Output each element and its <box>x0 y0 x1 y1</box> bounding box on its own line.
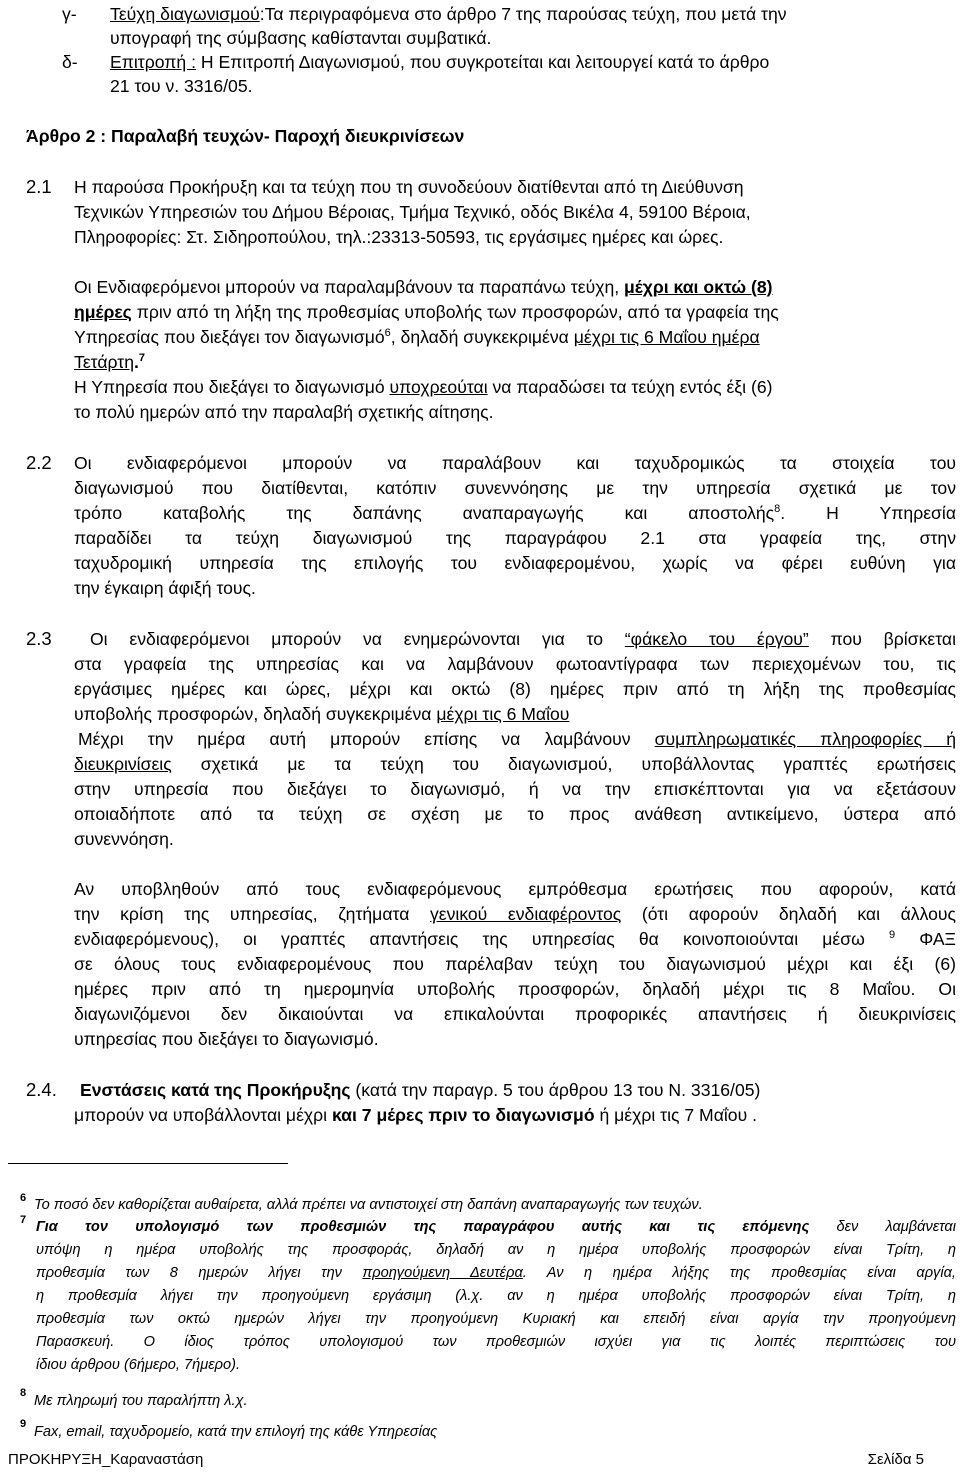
section-2-3-para2-line: σε όλους τους ενδιαφερομένους που παρέλαβαν τεύχη του διαγωνισμού μέχρι και έξι (6) <box>74 954 956 974</box>
footnote-6-text: Το ποσό δεν καθορίζεται αυθαίρετα, αλλά πρέπει να αντιστοιχεί στη δαπάνη αναπαραγωγής των τευχών. <box>34 1197 703 1213</box>
section-2-3-para2-line: Αν υποβληθούν από τους ενδιαφερόμενους εμπρόθεσμα ερωτήσεις που αφορούν, κατά <box>74 879 956 899</box>
section-2-3-line <box>90 629 956 649</box>
def-d-label: δ- <box>62 52 78 72</box>
emph-objections: Ενστάσεις κατά της Προκήρυξης <box>80 1080 351 1100</box>
footnote-7-line <box>36 1218 956 1236</box>
section-2-3-line: στην υπηρεσία που διεξάγει το διαγωνισμό, ή να την επισκέπτονται για να εξετάσουν <box>74 779 956 799</box>
text: υποβολής προσφορών, δηλαδή συγκεκριμένα <box>74 704 437 724</box>
emph-general-interest: γενικού ενδιαφέροντος <box>429 904 622 924</box>
def-g-line1 <box>110 4 787 24</box>
footer-document-name: ΠΡΟΚΗΡΥΞΗ_Καραναστάση <box>8 1451 204 1468</box>
section-2-3-para2-line: διαγωνιζόμενοι δεν δικαιούνται να επικαλούνται προφορικές απαντήσεις ή διευκρινίσεις <box>74 1004 956 1024</box>
section-2-3-line <box>74 704 569 724</box>
def-g-term: Τεύχη διαγωνισμού <box>110 4 260 24</box>
def-d-line1 <box>110 52 769 72</box>
def-d-text1: Η Επιτροπή Διαγωνισμού, που συγκροτείται και λειτουργεί κατά το άρθρο <box>195 52 770 72</box>
footnote-ref-7: 7 <box>138 352 146 365</box>
section-2-2-number: 2.2 <box>26 452 52 473</box>
section-2-3-number: 2.3 <box>26 628 52 649</box>
text: Μέχρι την ημέρα αυτή μπορούν επίσης να λαμβάνουν <box>78 729 655 749</box>
text: την κρίση της υπηρεσίας, ζητήματα <box>74 904 430 924</box>
section-2-1-para3-line: το πολύ ημερών από την παραλαβή σχετικής αίτησης. <box>74 402 494 422</box>
emph-previous-monday: προηγούμενη Δευτέρα <box>362 1265 523 1281</box>
footnote-ref-6: 6 <box>384 327 391 340</box>
emph-clarifications: διευκρινίσεις <box>74 754 172 774</box>
text: Οι Ενδιαφερόμενοι μπορούν να παραλαμβάνουν τα παραπάνω τεύχη, <box>74 277 625 297</box>
emph-days: ημέρες <box>74 302 132 322</box>
section-2-2-line: διαγωνισμού που διατίθενται, κατόπιν συνεννόησης με την υπηρεσία σχετικά με τον <box>74 478 956 498</box>
text: προθεσμία των 8 ημερών λήγει την <box>36 1265 363 1281</box>
section-2-4-number: 2.4. <box>26 1079 57 1100</box>
emph-deadline-calc: Για τον υπολογισμό των προθεσμιών της παραγράφου αυτής και τις επόμενης <box>36 1219 810 1235</box>
footnote-9-text: Fax, email, ταχυδρομείο, κατά την επιλογή της κάθε Υπηρεσίας <box>34 1424 438 1440</box>
section-2-3-para2-line <box>74 904 956 924</box>
footnote-7-line: ίδιου άρθρου (6ήμερο, 7ήμερο). <box>36 1357 241 1373</box>
text: σχετικά με τα τεύχη του διαγωνισμού, υποβάλλοντας γραπτές ερωτήσεις <box>171 754 956 774</box>
section-2-1-para2-line <box>74 352 145 372</box>
section-2-1-para2-line <box>74 302 779 322</box>
section-2-3-line: εργάσιμες ημέρες και ώρες, μέχρι και οκτώ (8) ημέρες πριν από τη λήξη της προθεσμίας <box>74 679 956 699</box>
footnote-7-line: Παρασκευή. Ο ίδιος τρόπος υπολογισμού των προθεσμιών ισχύει για τις λοιπές περιπτώσεις του <box>36 1334 956 1350</box>
footnote-7-line <box>36 1264 956 1282</box>
emph-eight-days: μέχρι και οκτώ (8) <box>624 277 773 297</box>
text: ΦΑΞ <box>895 929 956 949</box>
text: να παραδώσει τα τεύχη εντός έξι (6) <box>487 377 773 397</box>
section-2-3-para2-line: ημέρες πριν από τη ημερομηνία υποβολής προσφορών, δηλαδή μέχρι τις 8 Μαΐου. Οι <box>74 979 956 999</box>
text: πριν από τη λήξη της προθεσμίας υποβολής των προσφορών, από τα γραφεία της <box>131 302 779 322</box>
section-2-4-line <box>80 1080 760 1100</box>
section-2-2-line <box>74 503 956 523</box>
section-2-3-line: οποιαδήποτε από τα τεύχη σε σχέση με το προς ανάθεση αντικείμενο, ύστερα από <box>74 804 956 824</box>
text: που βρίσκεται <box>808 629 956 649</box>
text: τρόπο καταβολής της δαπάνης αναπαραγωγής και αποστολής <box>74 503 775 523</box>
text: (ότι αφορούν δηλαδή και άλλους <box>621 904 956 924</box>
def-d-term: Επιτροπή : <box>110 52 196 72</box>
text: ενδιαφερόμενους), οι γραπτές απαντήσεις της υπηρεσίας θα κοινοποιούνται μέσω <box>74 929 890 949</box>
footnote-7-line: υπόψη η ημέρα υποβολής της προσφοράς, δηλαδή αν η ημέρα υποβολής προσφορών είναι Τρίτη, η <box>36 1242 956 1258</box>
text: ή μέχρι τις 7 Μαΐου . <box>594 1105 757 1125</box>
section-2-3-line: στα γραφεία της υπηρεσίας και να λαμβάνουν φωτοαντίγραφα των περιεχομένων του, τις <box>74 654 956 674</box>
footnote-ref-8: 8 <box>774 503 781 516</box>
section-2-1-line: Τεχνικών Υπηρεσιών του Δήμου Βέροιας, Τμήμα Τεχνικό, οδός Βικέλα 4, 59100 Βέροια, <box>74 202 751 222</box>
text: . <box>134 352 139 372</box>
section-2-3-line <box>78 729 956 749</box>
emph-date: μέχρι τις 6 Μαΐου ημέρα <box>573 327 760 347</box>
section-2-1-line: Πληροφορίες: Στ. Σιδηροπούλου, τηλ.:23313-50593, τις εργάσιμες ημέρες και ώρες. <box>74 227 724 247</box>
text: μπορούν να υποβάλλονται μέχρι <box>74 1105 332 1125</box>
section-2-2-line: την έγκαιρη άφιξή τους. <box>74 578 256 598</box>
footnote-8-number: 8 <box>20 1387 27 1399</box>
section-2-3-line <box>74 754 956 774</box>
text: (κατά την παραγρ. 5 του άρθρου 13 του Ν. 3316/05) <box>350 1080 761 1100</box>
emph-project-file: “φάκελο του έργου” <box>624 629 809 649</box>
footnote-7-line: η προθεσμία λήγει την προηγούμενη εργάσιμη (λ.χ. αν η ημέρα υποβολής προσφορών είναι Τρίτη, η <box>36 1288 956 1304</box>
footnote-7-number: 7 <box>20 1214 27 1226</box>
def-d-line2: 21 του ν. 3316/05. <box>110 76 253 96</box>
emph-obliged: υποχρεούται <box>389 377 488 397</box>
def-g-label: γ- <box>62 4 77 24</box>
footnote-8-text: Με πληρωμή του παραλήπτη λ.χ. <box>34 1393 248 1409</box>
text: . Αν η ημέρα λήξης της προθεσμίας είναι αργία, <box>522 1265 956 1281</box>
emph-date: μέχρι τις 6 Μαΐου <box>436 704 570 724</box>
section-2-2-line: Οι ενδιαφερόμενοι μπορούν να παραλάβουν και ταχυδρομικώς τα στοιχεία του <box>74 453 956 473</box>
text: Η Υπηρεσία που διεξάγει το διαγωνισμό <box>74 377 390 397</box>
footer-page-number: Σελίδα 5 <box>867 1451 924 1468</box>
footnote-separator <box>8 1163 288 1164</box>
section-2-1-line: Η παρούσα Προκήρυξη και τα τεύχη που τη συνοδεύουν διατίθενται από τη Διεύθυνση <box>74 177 744 197</box>
section-2-1-para3-line <box>74 377 772 397</box>
text: δεν λαμβάνεται <box>809 1219 956 1235</box>
text: Οι ενδιαφερόμενοι μπορούν να ενημερώνονται για το <box>90 629 625 649</box>
section-2-4-line <box>74 1105 757 1125</box>
text: . Η Υπηρεσία <box>780 503 956 523</box>
emph-supplementary-info: συμπληρωματικές πληροφορίες ή <box>654 729 956 749</box>
text: , δηλαδή συγκεκριμένα <box>390 327 574 347</box>
section-2-2-line: ταχυδρομική υπηρεσία της επιλογής του ενδιαφερομένου, χωρίς να φέρει ευθύνη για <box>74 553 956 573</box>
def-g-line2: υπογραφή της σύμβασης καθίστανται συμβατικά. <box>110 28 492 48</box>
emph-wednesday: Τετάρτη <box>74 352 135 372</box>
emph-seven-days: και 7 μέρες πριν το διαγωνισμό <box>331 1105 595 1125</box>
section-2-3-para2-line: υπηρεσίας που διεξάγει το διαγωνισμό. <box>74 1029 379 1049</box>
section-2-3-line: συνεννόηση. <box>74 829 174 849</box>
footnote-6-number: 6 <box>20 1192 27 1204</box>
footnote-7-line: προθεσμία των οκτώ ημερών λήγει την προηγούμενη Κυριακή και επειδή είναι αργία την προηγούμενη <box>36 1311 956 1327</box>
def-g-text1: :Τα περιγραφόμενα στο άρθρο 7 της παρούσας τεύχη, που μετά την <box>259 4 787 24</box>
section-2-1-para2-line <box>74 327 760 347</box>
section-2-1-number: 2.1 <box>26 176 52 197</box>
text: Υπηρεσίας που διεξάγει τον διαγωνισμό <box>74 327 385 347</box>
section-2-1-para2-line <box>74 277 773 297</box>
article-title: Άρθρο 2 : Παραλαβή τευχών- Παροχή διευκρινίσεων <box>26 126 465 146</box>
footnote-ref-9: 9 <box>889 929 896 942</box>
footnote-9-number: 9 <box>20 1418 27 1430</box>
section-2-2-line: παραδίδει τα τεύχη διαγωνισμού της παραγράφου 2.1 στα γραφεία της, στην <box>74 528 956 548</box>
section-2-3-para2-line <box>74 929 956 949</box>
